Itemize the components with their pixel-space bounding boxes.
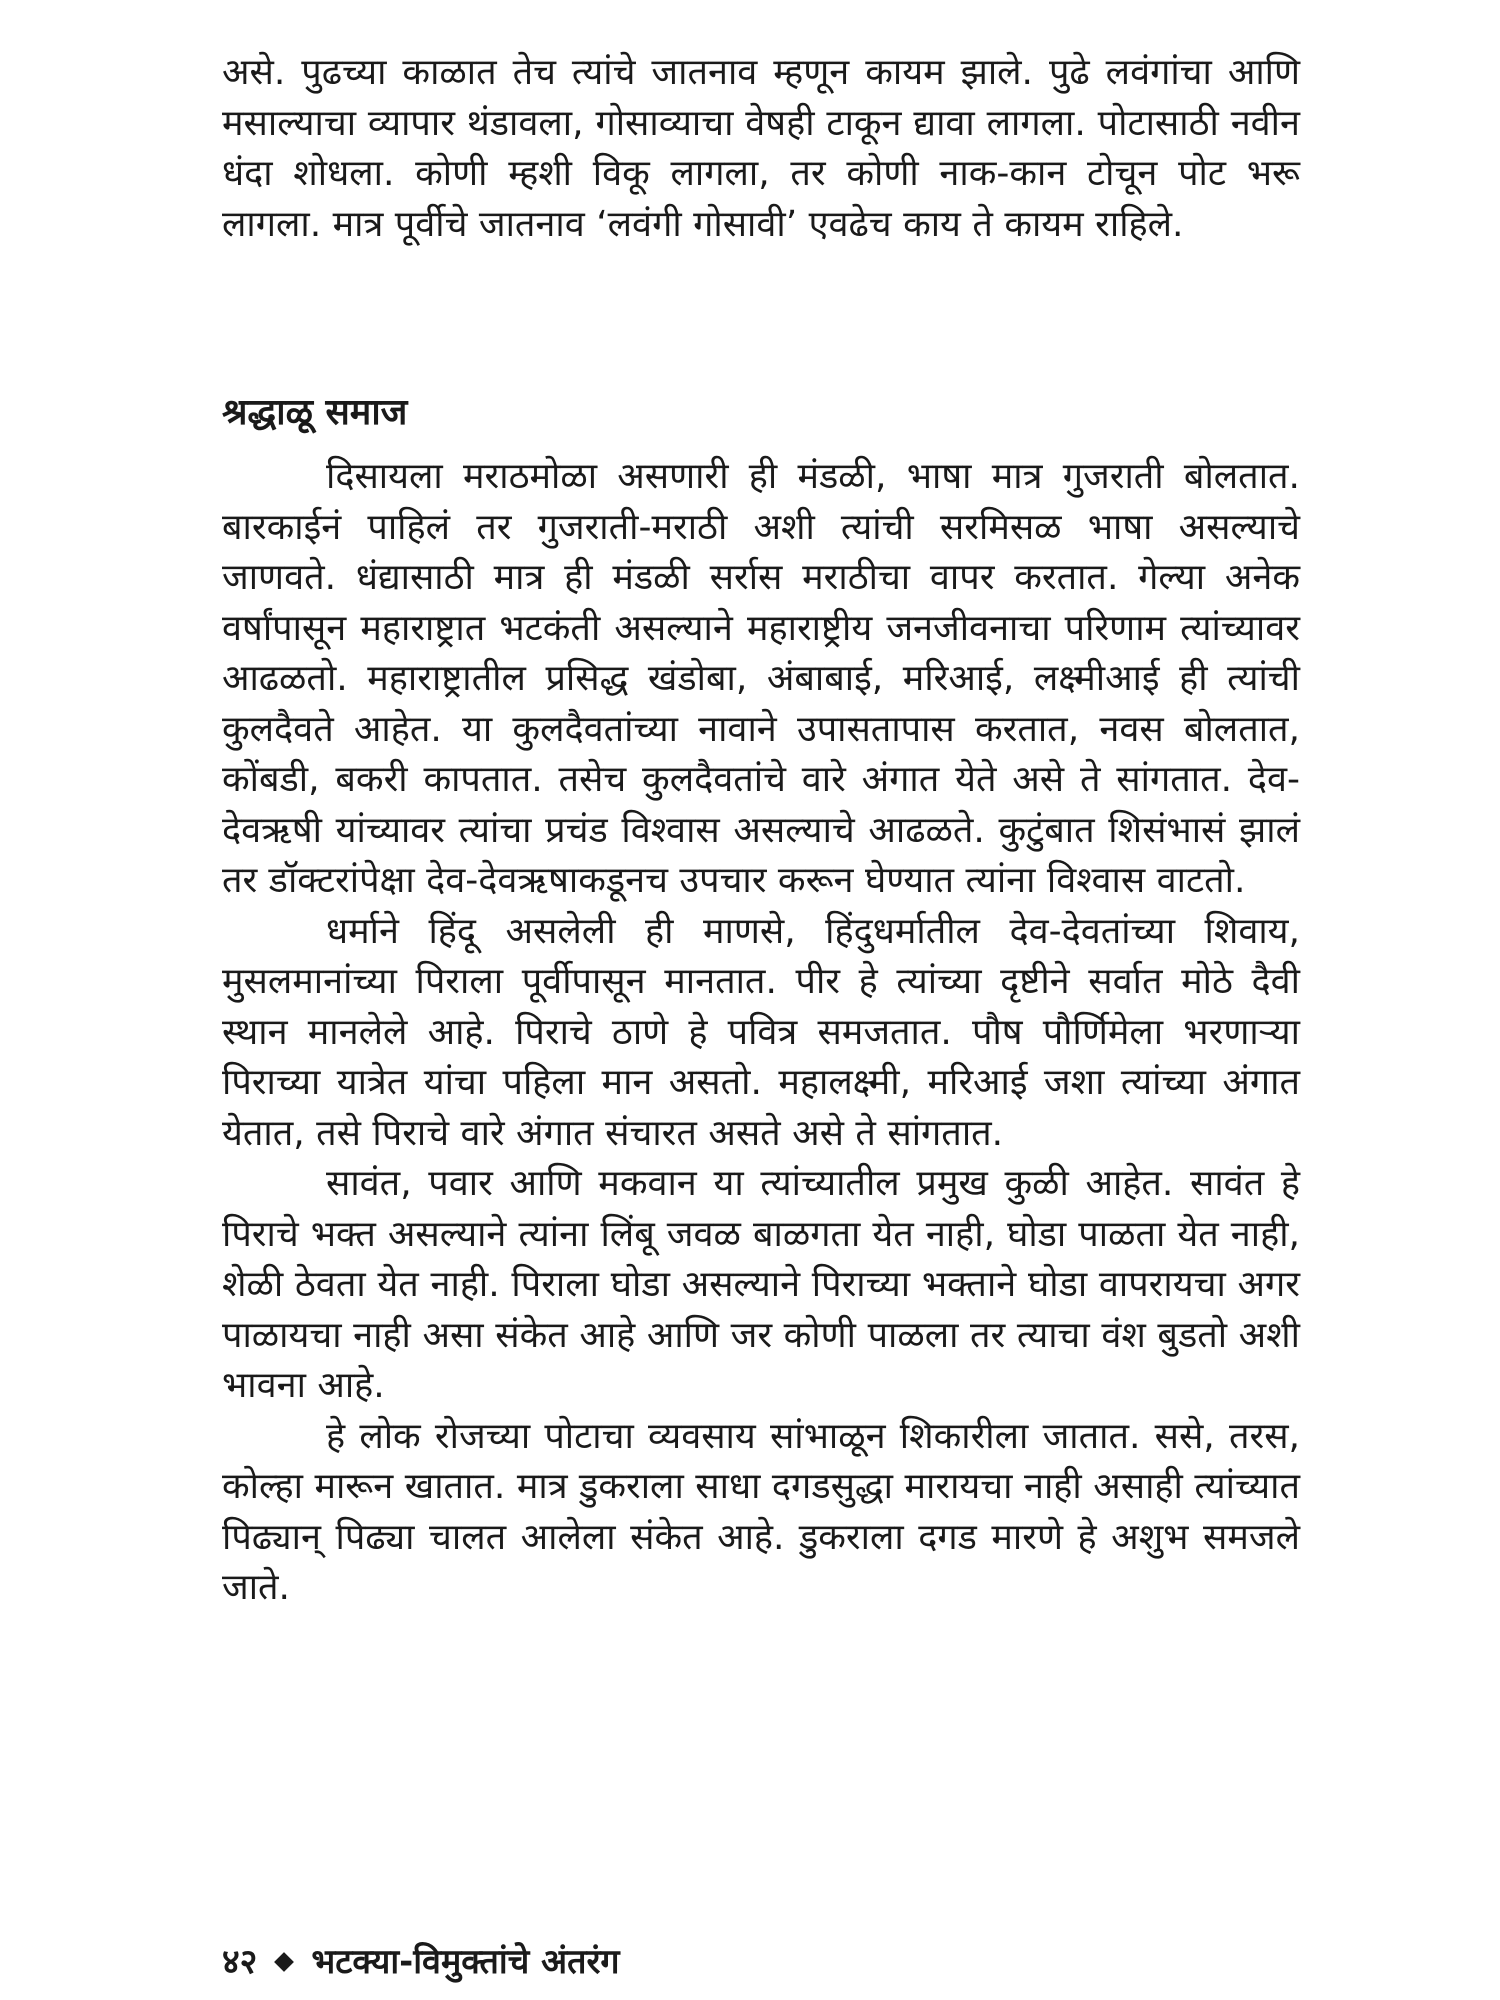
diamond-separator-icon (274, 1952, 294, 1972)
page-footer (222, 1940, 620, 1984)
opening-text (222, 48, 1300, 250)
opening-paragraph: असे. पुढच्या काळात तेच त्यांचे जातनाव म्हणून कायम झाले. पुढे लवंगांचा आणि मसाल्याचा व्यापार थंडावला, गोसाव्याचा वेषही टाकून द्यावा लागला. पोटासाठी नवीन धंदा शोधला. कोणी म्हशी विकू लागला, तर कोणी नाक-कान टोचून पोट भरू लागला. मात्र पूर्वीचे जातनाव ‘लवंगी गोसावी’ एवढेच काय ते कायम राहिले. (222, 52, 1300, 245)
paragraph: धर्माने हिंदू असलेली ही माणसे, हिंदुधर्मातील देव-देवतांच्या शिवाय, मुसलमानांच्या पिराला पूर्वीपासून मानतात. पीर हे त्यांच्या दृष्टीने सर्वात मोठे दैवी स्थान मानलेले आहे. पिराचे ठाणे हे पवित्र समजतात. पौष पौर्णिमेला भरणाऱ्या पिराच्या यात्रेत यांचा पहिला मान असतो. महालक्ष्मी, मरिआई जशा त्यांच्या अंगात येतात, तसे पिराचे वारे अंगात संचारत असते असे ते सांगतात. (222, 910, 1300, 1154)
book-title: भटक्या-विमुक्तांचे अंतरंग (311, 1942, 620, 1982)
paragraph: दिसायला मराठमोळा असणारी ही मंडळी, भाषा मात्र गुजराती बोलतात. बारकाईनं पाहिलं तर गुजराती-मराठी अशी त्यांची सरमिसळ भाषा असल्याचे जाणवते. धंद्यासाठी मात्र ही मंडळी सर्रास मराठीचा वापर करतात. गेल्या अनेक वर्षांपासून महाराष्ट्रात भटकंती असल्याने महाराष्ट्रीय जनजीवनाचा परिणाम त्यांच्यावर आढळतो. महाराष्ट्रातील प्रसिद्ध खंडोबा, अंबाबाई, मरिआई, लक्ष्मीआई ही त्यांची कुलदैवते आहेत. या कुलदैवतांच्या नावाने उपासतापास करतात, नवस बोलतात, कोंबडी, बकरी कापतात. तसेच कुलदैवतांचे वारे अंगात येते असे ते सांगतात. देव-देवऋषी यांच्यावर त्यांचा प्रचंड विश्वास असल्याचे आढळते. कुटुंबात शिसंभासं झालं तर डॉक्टरांपेक्षा देव-देवऋषाकडूनच उपचार करून घेण्यात त्यांना विश्वास वाटतो. (222, 456, 1300, 901)
paragraph: हे लोक रोजच्या पोटाचा व्यवसाय सांभाळून शिकारीला जातात. ससे, तरस, कोल्हा मारून खातात. मात्र डुकराला साधा दगडसुद्धा मारायचा नाही असाही त्यांच्यात पिढ्यान् पिढ्या चालत आलेला संकेत आहे. डुकराला दगड मारणे हे अशुभ समजले जाते. (222, 1415, 1300, 1608)
paragraph: सावंत, पवार आणि मकवान या त्यांच्यातील प्रमुख कुळी आहेत. सावंत हे पिराचे भक्त असल्याने त्यांना लिंबू जवळ बाळगता येत नाही, घोडा पाळता येत नाही, शेळी ठेवता येत नाही. पिराला घोडा असल्याने पिराच्या भक्ताने घोडा वापरायचा अगर पाळायचा नाही असा संकेत आहे आणि जर कोणी पाळला तर त्याचा वंश बुडतो अशी भावना आहे. (222, 1163, 1300, 1406)
page-number: ४२ (222, 1942, 258, 1982)
section-heading: श्रद्धाळू समाज (222, 392, 408, 433)
section-body (222, 452, 1300, 1614)
